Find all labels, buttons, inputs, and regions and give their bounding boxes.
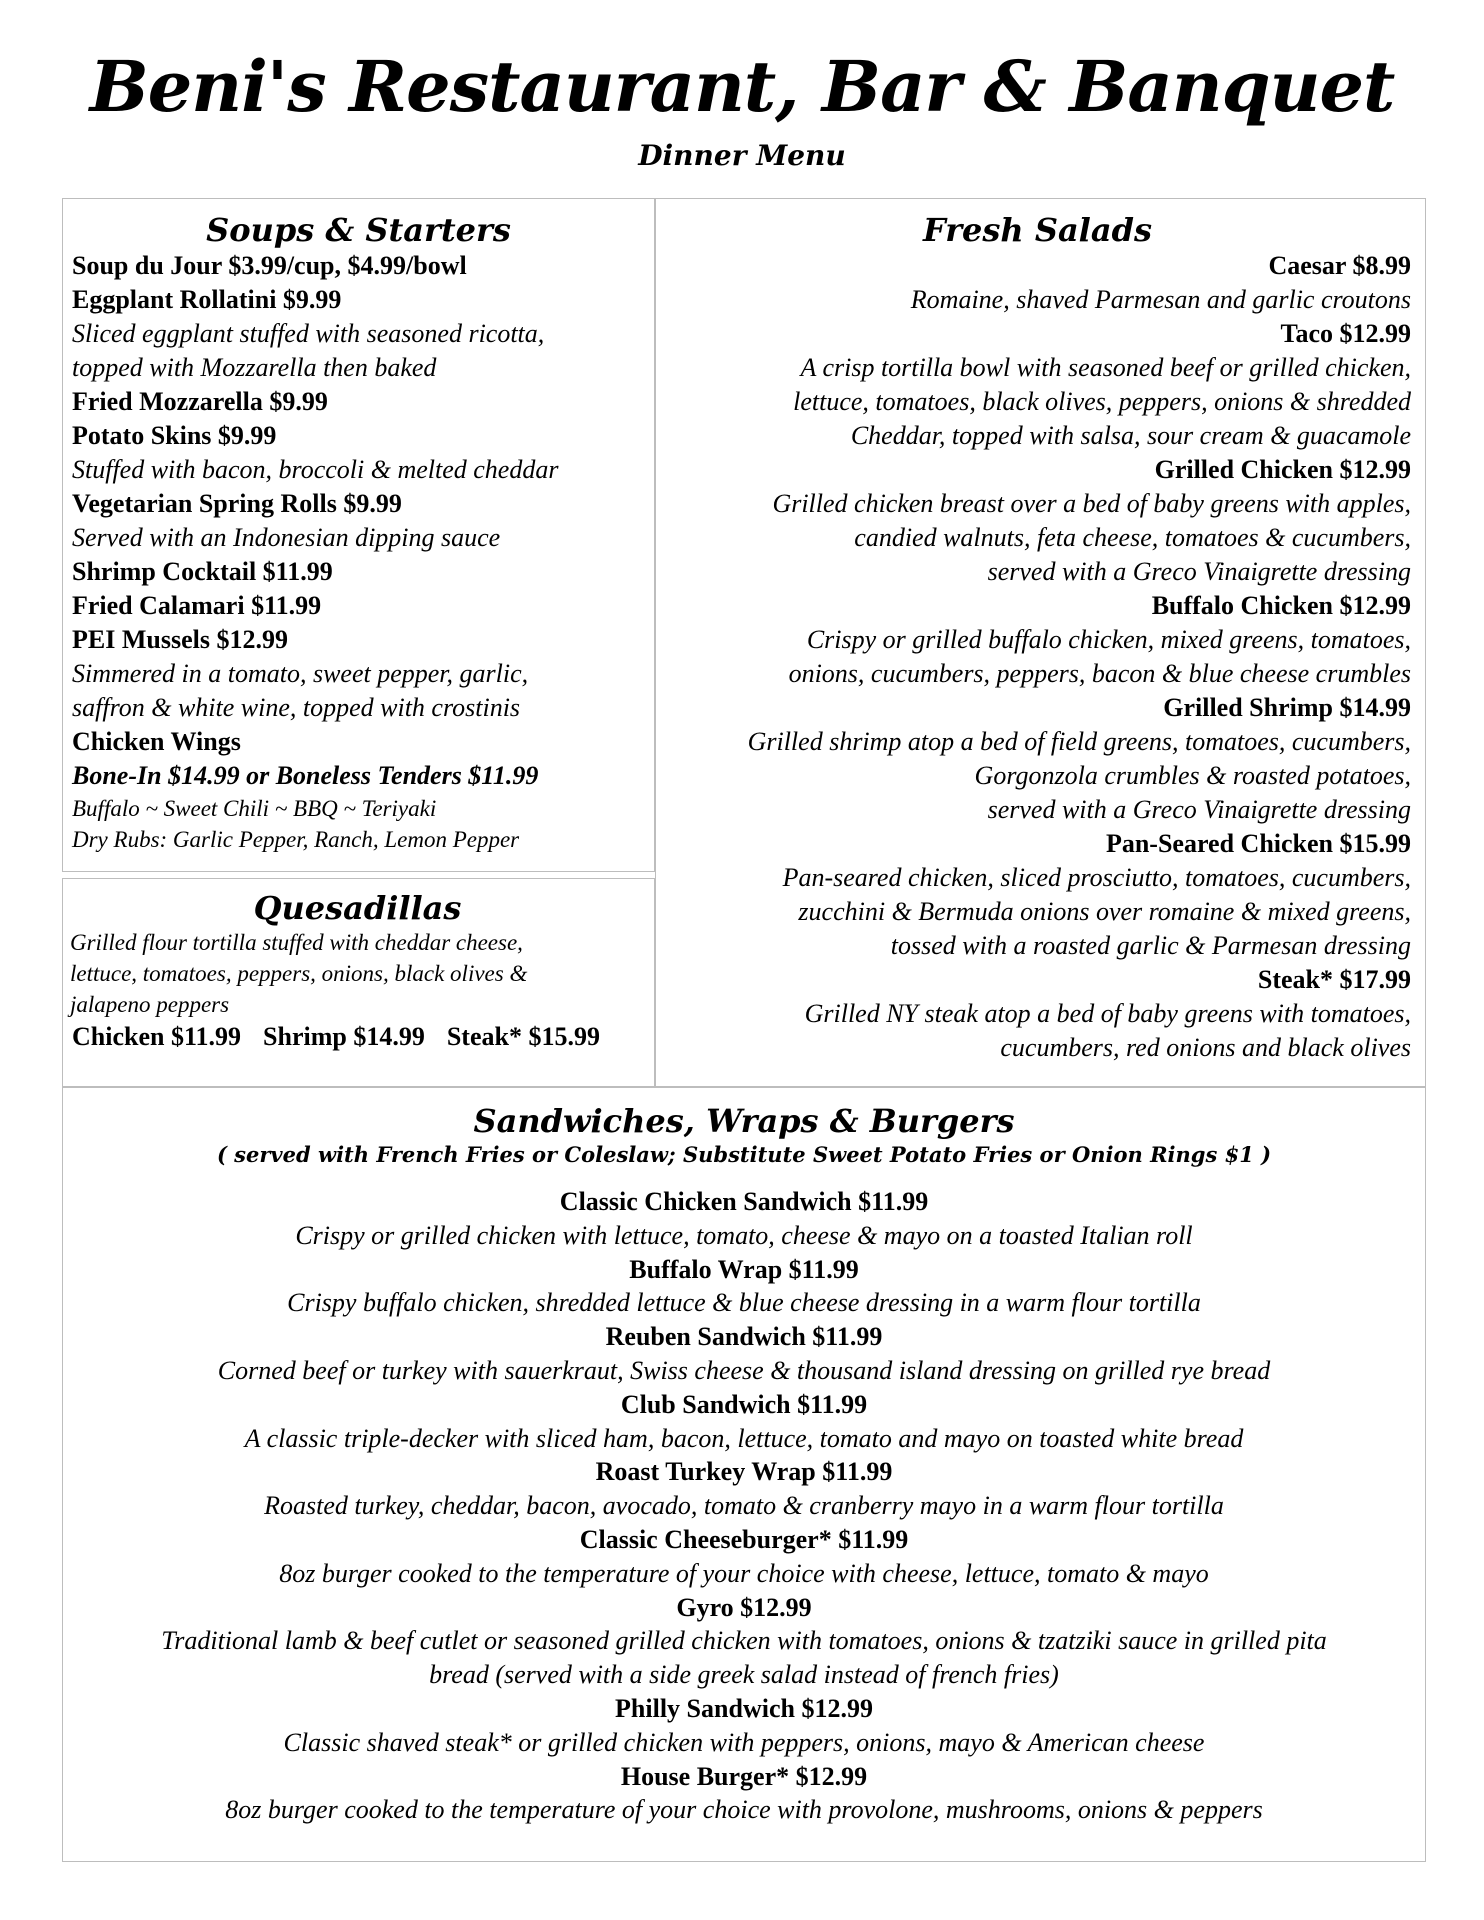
menu-item-desc: Grilled chicken breast over a bed of baby greens with apples, bbox=[772, 489, 1411, 518]
price-steak: Steak* $15.99 bbox=[446, 1022, 600, 1051]
menu-item-desc: Crispy buffalo chicken, shredded lettuce & blue cheese dressing in a warm flour tortilla bbox=[287, 1288, 1201, 1318]
price-shrimp: Shrimp $14.99 bbox=[263, 1022, 425, 1051]
section-title: Quesadillas bbox=[253, 889, 462, 927]
menu-item-name: Club Sandwich $11.99 bbox=[620, 1389, 868, 1419]
menu-item-name: Soup du Jour $3.99/cup, $4.99/bowl bbox=[72, 251, 467, 280]
menu-item-name: Chicken Wings bbox=[72, 727, 241, 756]
menu-item-desc: Gorgonzola crumbles & roasted potatoes, bbox=[974, 761, 1411, 790]
menu-item-name: Caesar $8.99 bbox=[1268, 251, 1411, 280]
section-title: Fresh Salads bbox=[923, 211, 1152, 249]
price-chicken: Chicken $11.99 bbox=[72, 1022, 242, 1051]
menu-item-desc: served with a Greco Vinaigrette dressing bbox=[987, 795, 1411, 824]
menu-item-desc: Traditional lamb & beef cutlet or seasoned grilled chicken with tomatoes, onions & tzatziki sauce in grilled pita bbox=[161, 1626, 1327, 1656]
menu-item-desc: tossed with a roasted garlic & Parmesan dressing bbox=[890, 931, 1411, 960]
menu-subtitle: Dinner Menu bbox=[638, 139, 846, 172]
menu-item-desc: Sliced eggplant stuffed with seasoned ricotta, bbox=[72, 319, 545, 348]
menu-item-desc: onions, cucumbers, peppers, bacon & blue cheese crumbles bbox=[788, 659, 1411, 688]
menu-item-name: Roast Turkey Wrap $11.99 bbox=[595, 1457, 893, 1487]
menu-item-desc: Crispy or grilled buffalo chicken, mixed greens, tomatoes, bbox=[806, 625, 1411, 654]
menu-item-desc: 8oz burger cooked to the temperature of your choice with cheese, lettuce, tomato & mayo bbox=[279, 1558, 1209, 1588]
menu-item-name: Potato Skins $9.99 bbox=[72, 421, 277, 450]
restaurant-title: Beni's Restaurant, Bar & Banquet bbox=[89, 45, 1395, 128]
menu-item-desc: topped with Mozzarella then baked bbox=[72, 353, 437, 382]
section-title: Soups & Starters bbox=[206, 211, 511, 249]
menu-item-name: Buffalo Wrap $11.99 bbox=[629, 1254, 859, 1284]
wings-rubs: Dry Rubs: Garlic Pepper, Ranch, Lemon Pepper bbox=[72, 827, 520, 852]
wings-prices: Bone-In $14.99 or Boneless Tenders $11.99 bbox=[72, 761, 539, 790]
menu-item-desc: saffron & white wine, topped with crostinis bbox=[72, 693, 521, 722]
menu-item-desc: Roasted turkey, cheddar, bacon, avocado, tomato & cranberry mayo in a warm flour tortilla bbox=[264, 1491, 1224, 1521]
menu-item-desc: Classic shaved steak* or grilled chicken with peppers, onions, mayo & American cheese bbox=[283, 1727, 1205, 1757]
soups-starters-section bbox=[62, 198, 655, 872]
menu-item-desc: A classic triple-decker with sliced ham, bacon, lettuce, tomato and mayo on toasted white bread bbox=[244, 1423, 1244, 1453]
menu-item-desc: Stuffed with bacon, broccoli & melted cheddar bbox=[72, 455, 559, 484]
menu-item-desc: bread (served with a side greek salad instead of french fries) bbox=[429, 1660, 1059, 1690]
wings-sauces: Buffalo ~ Sweet Chili ~ BBQ ~ Teriyaki bbox=[72, 796, 437, 821]
menu-item-name: Classic Cheeseburger* $11.99 bbox=[579, 1524, 909, 1554]
menu-item-desc: Grilled shrimp atop a bed of field greens, tomatoes, cucumbers, bbox=[747, 727, 1411, 756]
menu-item-desc: jalapeno peppers bbox=[70, 992, 230, 1017]
menu-item-desc: Served with an Indonesian dipping sauce bbox=[72, 523, 501, 552]
menu-item-name: Eggplant Rollatini $9.99 bbox=[72, 285, 342, 314]
menu-item-name: Vegetarian Spring Rolls $9.99 bbox=[72, 489, 402, 518]
sides-note: ( served with French Fries or Coleslaw; Substitute Sweet Potato Fries or Onion Rings $1 ) bbox=[216, 1142, 1272, 1167]
section-title: Sandwiches, Wraps & Burgers bbox=[473, 1102, 1015, 1140]
menu-item-desc: Grilled flour tortilla stuffed with cheddar cheese, bbox=[70, 930, 523, 955]
menu-item-name: Fried Mozzarella $9.99 bbox=[72, 387, 328, 416]
menu-item-name: Buffalo Chicken $12.99 bbox=[1151, 591, 1411, 620]
menu-item-name: Grilled Shrimp $14.99 bbox=[1163, 693, 1411, 722]
menu-item-desc: zucchini & Bermuda onions over romaine & mixed greens, bbox=[798, 897, 1411, 926]
menu-item-name: Fried Calamari $11.99 bbox=[72, 591, 322, 620]
menu-item-name: Shrimp Cocktail $11.99 bbox=[72, 557, 333, 586]
menu-item-desc: Pan-seared chicken, sliced prosciutto, tomatoes, cucumbers, bbox=[782, 863, 1411, 892]
menu-item-desc: Cheddar, topped with salsa, sour cream & guacamole bbox=[850, 421, 1411, 450]
menu-item-desc: Simmered in a tomato, sweet pepper, garlic, bbox=[72, 659, 529, 688]
menu-item-name: Reuben Sandwich $11.99 bbox=[605, 1322, 883, 1352]
menu-item-name: Classic Chicken Sandwich $11.99 bbox=[559, 1187, 929, 1216]
menu-item-desc: lettuce, tomatoes, peppers, onions, black olives & bbox=[70, 961, 528, 986]
menu-item-name: Pan-Seared Chicken $15.99 bbox=[1105, 829, 1411, 858]
fresh-salads-section bbox=[655, 198, 1426, 1087]
menu-item-desc: Romaine, shaved Parmesan and garlic croutons bbox=[910, 285, 1411, 314]
menu-item-name: Taco $12.99 bbox=[1280, 319, 1411, 348]
menu-item-desc: A crisp tortilla bowl with seasoned beef or grilled chicken, bbox=[800, 353, 1411, 382]
menu-item-desc: 8oz burger cooked to the temperature of your choice with provolone, mushrooms, onions & peppers bbox=[225, 1795, 1263, 1825]
quesadilla-prices bbox=[70, 1020, 645, 1054]
menu-item-desc: lettuce, tomatoes, black olives, peppers, onions & shredded bbox=[793, 387, 1411, 416]
menu-item-desc: served with a Greco Vinaigrette dressing bbox=[987, 557, 1411, 586]
quesadillas-section bbox=[62, 878, 655, 1087]
menu-item-name: PEI Mussels $12.99 bbox=[72, 625, 288, 654]
menu-item-name: Steak* $17.99 bbox=[1257, 965, 1411, 994]
menu-item-desc: candied walnuts, feta cheese, tomatoes & cucumbers, bbox=[854, 523, 1411, 552]
menu-item-name: House Burger* $12.99 bbox=[620, 1761, 868, 1791]
menu-item-desc: Corned beef or turkey with sauerkraut, Swiss cheese & thousand island dressing on grilled rye bread bbox=[217, 1355, 1271, 1385]
menu-item-name: Philly Sandwich $12.99 bbox=[615, 1693, 873, 1723]
menu-item-name: Gyro $12.99 bbox=[676, 1592, 812, 1622]
menu-item-desc: cucumbers, red onions and black olives bbox=[1000, 1033, 1411, 1062]
menu-item-name: Grilled Chicken $12.99 bbox=[1154, 455, 1411, 484]
menu-item-desc: Crispy or grilled chicken with lettuce, tomato, cheese & mayo on a toasted Italian roll bbox=[295, 1220, 1193, 1250]
menu-item-desc: Grilled NY steak atop a bed of baby greens with tomatoes, bbox=[804, 999, 1411, 1028]
sandwiches-section bbox=[62, 1087, 1426, 1862]
